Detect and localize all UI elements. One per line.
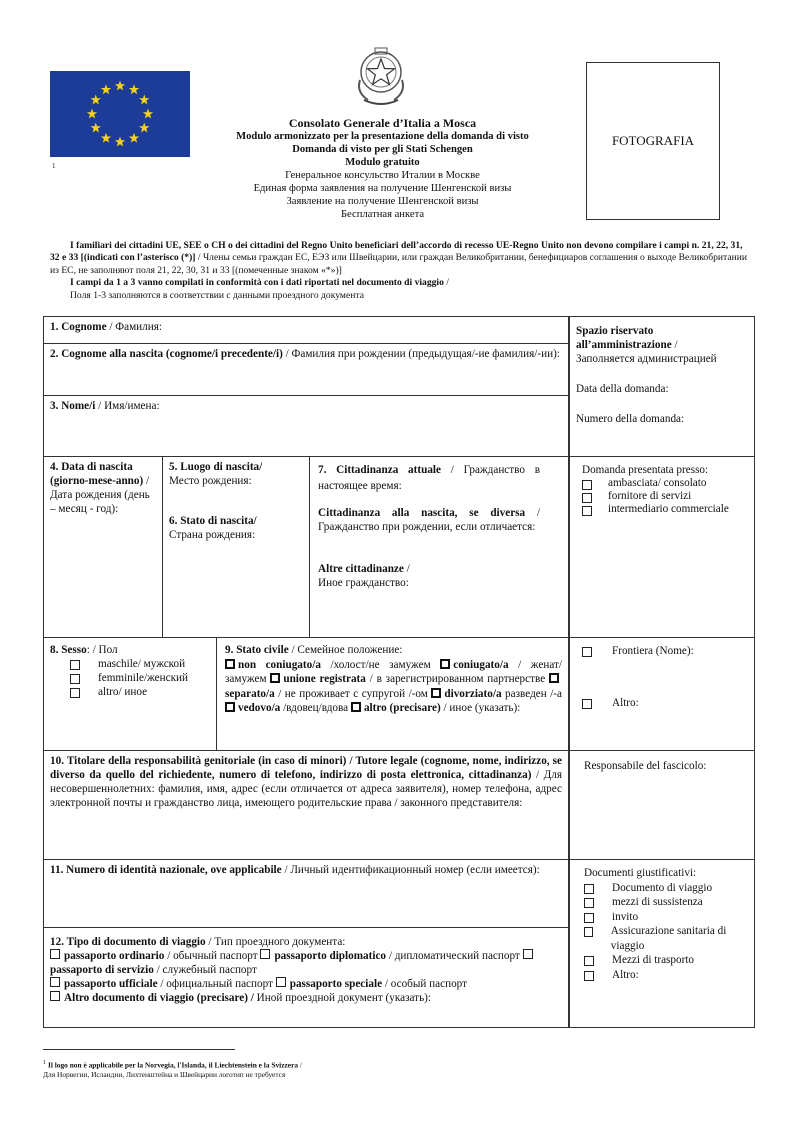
visa-title: Domanda di visto per gli Stati Schengen — [292, 144, 473, 155]
supporting-doc-option — [584, 953, 740, 968]
sex-checkbox[interactable] — [70, 688, 80, 698]
submitted-at-label: ambasciata/ consolato — [608, 477, 707, 489]
single-checkbox[interactable] — [225, 659, 235, 669]
divorced-checkbox[interactable] — [431, 688, 441, 698]
supporting-doc-option — [584, 881, 740, 896]
supporting-doc-checkbox[interactable] — [584, 898, 594, 908]
ru-consulate-title: Генеральное консульство Италии в Москве — [285, 170, 480, 181]
field-10-guardian[interactable]: 10. Titolare della responsabilità genitoriale (in caso di minori) / Tutore legale (cognome, nome, indirizzo, se diverso da quello del richiedente, numero di telefono, indirizzo di posta elettronica, cittadinanza) / Для несовершеннолетних: фамилия, имя, адрес (если отличается от адреса заявителя), номер телефона, адрес электронной почты и гражданство лица, имеющего родительские права / законного представителя: — [43, 750, 569, 860]
form-title: Modulo armonizzato per la presentazione della domanda di visto — [236, 131, 529, 142]
submitted-at-checkbox[interactable] — [582, 480, 592, 490]
sex-option — [70, 685, 210, 699]
admin-supporting-docs: Documenti giustificativi: Documento di viaggio mezzi di sussistenza invito Assicurazione sanitaria di viaggio Mezzi di trasporto Altro: — [569, 859, 755, 1028]
other-document-checkbox[interactable] — [50, 991, 60, 1001]
special-passport-checkbox[interactable] — [276, 977, 286, 987]
italian-emblem-icon — [350, 42, 412, 108]
ru-free-form-label: Бесплатная анкета — [340, 209, 425, 220]
ordinary-passport-checkbox[interactable] — [50, 949, 60, 959]
photo-label: FOTOGRAFIA — [611, 133, 695, 148]
border-checkbox[interactable] — [582, 647, 592, 657]
separated-checkbox[interactable] — [549, 673, 559, 683]
widowed-checkbox[interactable] — [225, 702, 235, 712]
service-passport-checkbox[interactable] — [523, 949, 533, 959]
submitted-at-option — [582, 490, 742, 503]
supporting-doc-option — [584, 968, 740, 983]
supporting-doc-checkbox[interactable] — [584, 956, 594, 966]
admin-title-ru: Заполняется администрацией — [576, 353, 717, 365]
submitted-at-checkbox[interactable] — [582, 493, 592, 503]
admin-responsible: Responsabile del fascicolo: — [569, 750, 755, 860]
submitted-at-label: fornitore di servizi — [608, 490, 692, 502]
supporting-doc-label: Altro: — [612, 968, 639, 981]
supporting-doc-checkbox[interactable] — [584, 971, 594, 981]
sex-checkbox[interactable] — [70, 660, 80, 670]
supporting-doc-checkbox[interactable] — [584, 927, 593, 937]
registered-partnership-checkbox[interactable] — [270, 673, 280, 683]
supporting-doc-label: Documento di viaggio — [612, 881, 713, 894]
supporting-doc-checkbox[interactable] — [584, 913, 594, 923]
admin-border-other: Frontiera (Nome): Altro: — [569, 637, 755, 751]
other-checkbox[interactable] — [582, 699, 592, 709]
footnote-mark: 1 — [52, 162, 56, 170]
intro-paragraph-1: I familiari dei cittadini UE, SEE o CH o dei cittadini del Regno Unito beneficiari dell’accordo di recesso UE-Regno Unito non devono compilare i campi n. 21, 22, 31, 32 e 33 [(indicati con l’asterisco (*)] / Члены семьи граждан ЕС, ЕЭЗ или Швейцарии, или граждан Великобритании, бенефициаров соглашения о выходе Великобритании из ЕС, не заполняют поля 21, 22, 30, 31 и 33 [(помеченные знаком «*»)] — [50, 240, 747, 276]
field-9-civil-status[interactable]: 9. Stato civile / Семейное положение: non coniugato/a /холост/не замужем coniugato/a / женат/ замужем unione registrata / в зарегистрированном партнерстве separato/a / не проживает с супругой /-ом divorziato/a разведен /-а vedovo/a /вдовец/вдова altro (precisare) / иное (указать): — [216, 637, 569, 751]
official-passport-checkbox[interactable] — [50, 977, 60, 987]
application-number-label: Numero della domanda: — [576, 413, 685, 425]
intro-paragraph-2: I campi da 1 a 3 vanno compilati in conformità con i dati riportati nel documento di viaggio / — [70, 277, 449, 289]
diplomatic-passport-checkbox[interactable] — [260, 949, 270, 959]
admin-submitted-at: Domanda presentata presso: ambasciata/ consolato fornitore di servizi intermediario commerciale — [569, 456, 755, 638]
sex-checkbox[interactable] — [70, 674, 80, 684]
submitted-at-checkbox[interactable] — [582, 506, 592, 516]
free-form-label: Modulo gratuito — [345, 157, 420, 168]
sex-label: maschile/ мужской — [98, 658, 186, 670]
supporting-doc-checkbox[interactable] — [584, 884, 594, 894]
intro-instructions — [50, 240, 750, 302]
sex-label: altro/ иное — [98, 686, 148, 698]
supporting-doc-option — [584, 924, 740, 953]
submitted-at-label: intermediario commerciale — [608, 503, 729, 515]
sex-option — [70, 657, 210, 671]
submitted-at-option — [582, 503, 742, 516]
field-11-national-id[interactable]: 11. Numero di identità nazionale, ove applicabile / Личный идентификационный номер (если имеется): — [43, 859, 569, 928]
application-date-label: Data della domanda: — [576, 383, 669, 395]
field-12-travel-document[interactable]: 12. Tipo di documento di viaggio / Тип проездного документа: passaporto ordinario / обычный паспорт passaporto diplomatico / дипломатический паспорт passaporto di servizio / служебный паспорт passaporto ufficiale / официальный паспорт passaporto speciale / особый паспорт Altro documento di viaggio (precisare) / Иной проездной документ (указать): — [43, 927, 569, 1028]
supporting-doc-label: Assicurazione sanitaria di viaggio — [610, 925, 727, 952]
field-2-surname-at-birth[interactable]: 2. Cognome alla nascita (cognome/i precedente/i) / Фамилия при рождении (предыдущая/-ие фамилия/-ии): — [43, 343, 569, 396]
ru-form-title: Единая форма заявления на получение Шенгенской визы — [253, 183, 512, 194]
intro-paragraph-2-ru: Поля 1-3 заполняются в соответствии с данными проездного документа — [70, 289, 364, 301]
eu-flag-logo — [50, 71, 190, 157]
ru-visa-title: Заявление на получение Шенгенской визы — [286, 196, 479, 207]
supporting-doc-label: Mezzi di trasporto — [612, 954, 695, 966]
field-8-sex[interactable]: 8. Sesso: / Пол maschile/ мужской femminile/женский altro/ иное — [43, 637, 217, 751]
field-1-surname[interactable]: 1. Cognome / Фамилия: — [43, 316, 569, 344]
supporting-doc-label: invito — [612, 910, 639, 923]
field-7-nationality[interactable]: 7. Cittadinanza attuale / Гражданство в настоящее время: Cittadinanza alla nascita, se diversa / Гражданство при рождении, если отличается: Altre cittadinanze / Иное гражданство: — [309, 456, 569, 638]
footnote-divider — [43, 1049, 235, 1050]
field-3-first-names[interactable]: 3. Nome/i / Имя/имена: — [43, 395, 569, 457]
photo-box[interactable] — [586, 62, 720, 220]
sex-option — [70, 671, 210, 685]
footnote: $^1$ Il logo non è applicabile per la Norvegia, l'Islanda, il Liechtenstein e la Svizzera / Для Норвегии, Исландии, Лихтенштейна и Швейцарии логотип не требуется — [43, 1060, 302, 1080]
field-5-6-birth-place[interactable]: 5. Luogo di nascita/ Место рождения: 6. Stato di nascita/ Страна рождения: — [162, 456, 310, 638]
consulate-title: Consolato Generale d’Italia a Mosca — [288, 116, 477, 130]
supporting-doc-option — [584, 895, 740, 910]
married-checkbox[interactable] — [440, 659, 450, 669]
other-status-checkbox[interactable] — [351, 702, 361, 712]
admin-space: Spazio riservato all’amministrazione / Заполняется администрацией Data della domanda: Numero della domanda: — [569, 316, 755, 457]
eu-stars-icon — [50, 71, 190, 157]
sex-label: femminile/женский — [98, 672, 188, 684]
form-header — [200, 116, 565, 221]
field-4-date-of-birth[interactable]: 4. Data di nascita (giorno-mese-anno) / Дата рождения (день – месяц - год): — [43, 456, 163, 638]
supporting-doc-label: mezzi di sussistenza — [612, 896, 703, 908]
submitted-at-option — [582, 477, 742, 490]
supporting-doc-option — [584, 910, 740, 925]
